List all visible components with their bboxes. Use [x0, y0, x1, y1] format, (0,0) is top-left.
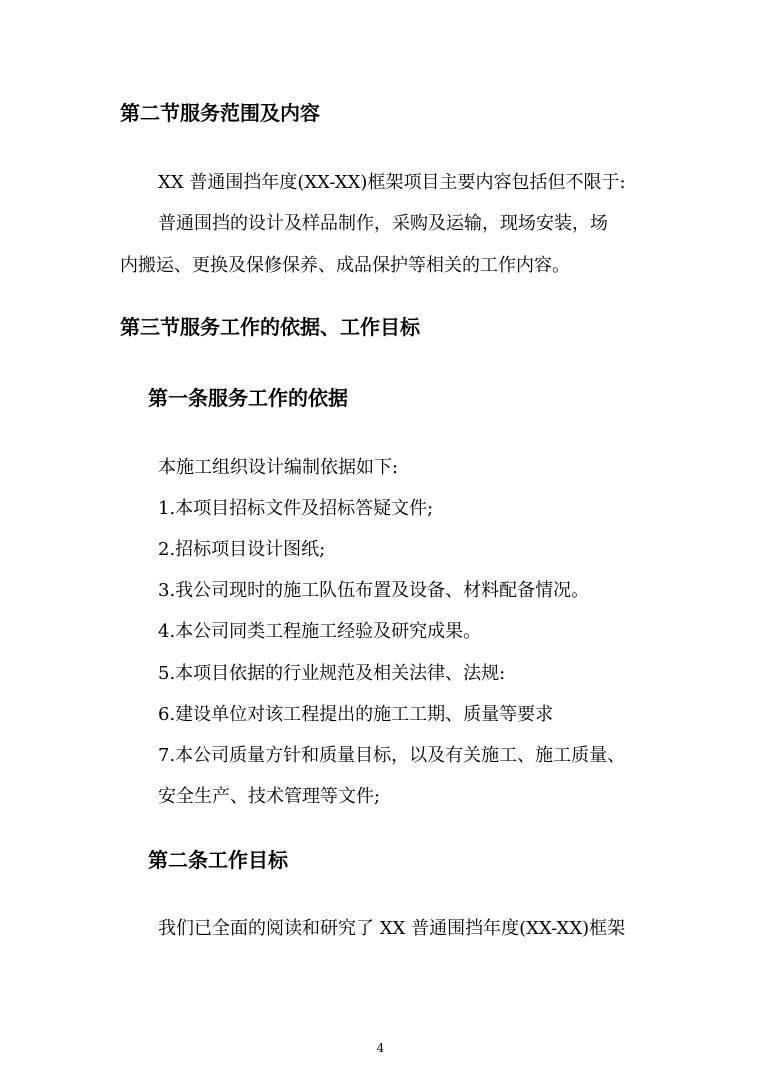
section-2-paragraph-2-line-1: 普通围挡的设计及样品制作，采购及运输，现场安装，场	[158, 213, 608, 234]
article-2-heading: 第二条工作目标	[148, 848, 288, 872]
article-2-paragraph-1: 我们已全面的阅读和研究了 XX 普通围挡年度(XX-XX)框架	[158, 918, 626, 939]
list-item: 3.我公司现时的施工队伍布置及设备、材料配备情况。	[158, 580, 590, 601]
list-item: 2.招标项目设计图纸;	[158, 539, 326, 560]
section-2-heading: 第二节服务范围及内容	[120, 101, 320, 125]
article-1-heading: 第一条服务工作的依据	[148, 386, 348, 410]
section-2-paragraph-1: XX 普通围挡年度(XX-XX)框架项目主要内容包括但不限于:	[158, 172, 626, 193]
list-item: 5.本项目依据的行业规范及相关法律、法规:	[158, 663, 506, 684]
list-item-continuation: 安全生产、技术管理等文件;	[158, 786, 381, 807]
section-3-heading: 第三节服务工作的依据、工作目标	[120, 315, 420, 339]
list-item: 1.本项目招标文件及招标答疑文件;	[158, 498, 434, 519]
page-number: 4	[376, 1041, 385, 1055]
section-2-paragraph-2-line-2: 内搬运、更换及保修保养、成品保护等相关的工作内容。	[120, 255, 570, 276]
list-item: 6.建设单位对该工程提出的施工工期、质量等要求	[158, 704, 554, 725]
article-1-intro: 本施工组织设计编制依据如下:	[158, 457, 399, 478]
list-item: 4.本公司同类工程施工经验及研究成果。	[158, 621, 482, 642]
list-item: 7.本公司质量方针和质量目标，以及有关施工、施工质量、	[158, 745, 626, 766]
